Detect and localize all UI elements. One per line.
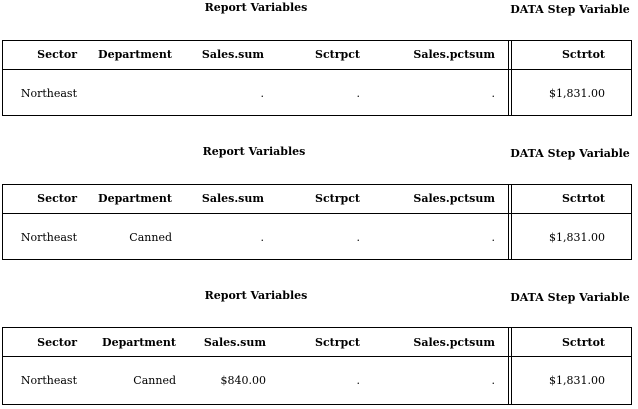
report-table [2,40,632,116]
cell-sales-sum: . [260,231,264,244]
datastep-variable-label: DATA Step Variable [510,147,630,160]
header-sales-pctsum: Sales.pctsum [413,336,495,349]
cell-department: Canned [129,231,172,244]
cell-sales-pctsum: . [491,374,495,387]
datastep-variable-label: DATA Step Variable [510,291,630,304]
header-sector: Sector [37,336,77,349]
cell-sctrpct: . [356,231,360,244]
cell-sctrpct: . [356,374,360,387]
header-sctrpct: Sctrpct [315,192,360,205]
report-block-1 [0,0,638,120]
header-sector: Sector [37,192,77,205]
datastep-variable-label: DATA Step Variable [510,3,630,16]
cell-sctrtot: $1,831.00 [549,231,605,244]
report-table [2,327,632,405]
cell-sctrtot: $1,831.00 [549,374,605,387]
cell-sector: Northeast [20,374,77,387]
header-department: Department [98,48,172,61]
cell-sctrtot: $1,831.00 [549,87,605,100]
cell-sales-pctsum: . [491,87,495,100]
column-divider [508,327,512,405]
report-block-3 [0,288,638,409]
header-sctrpct: Sctrpct [315,48,360,61]
header-divider [3,213,631,214]
header-sctrtot: Sctrtot [561,48,605,61]
cell-sales-sum: $840.00 [220,374,266,387]
header-sales-sum: Sales.sum [201,192,264,205]
report-block-2 [0,144,638,264]
cell-sctrpct: . [356,87,360,100]
header-divider [3,356,631,357]
cell-sales-pctsum: . [491,231,495,244]
column-divider [508,184,512,260]
header-sector: Sector [37,48,77,61]
cell-sector: Northeast [20,87,77,100]
report-table [2,184,632,260]
column-divider [508,40,512,116]
header-sales-sum: Sales.sum [203,336,266,349]
header-sales-pctsum: Sales.pctsum [413,192,495,205]
report-variables-label: Report Variables [202,145,306,158]
report-variables-label: Report Variables [204,289,308,302]
report-variables-label: Report Variables [204,1,308,14]
header-sctrtot: Sctrtot [561,192,605,205]
cell-department: Canned [133,374,176,387]
header-department: Department [98,192,172,205]
cell-sales-sum: . [260,87,264,100]
header-sctrpct: Sctrpct [315,336,360,349]
header-sctrtot: Sctrtot [561,336,605,349]
header-sales-sum: Sales.sum [201,48,264,61]
header-department: Department [102,336,176,349]
header-divider [3,69,631,70]
header-sales-pctsum: Sales.pctsum [413,48,495,61]
cell-sector: Northeast [20,231,77,244]
